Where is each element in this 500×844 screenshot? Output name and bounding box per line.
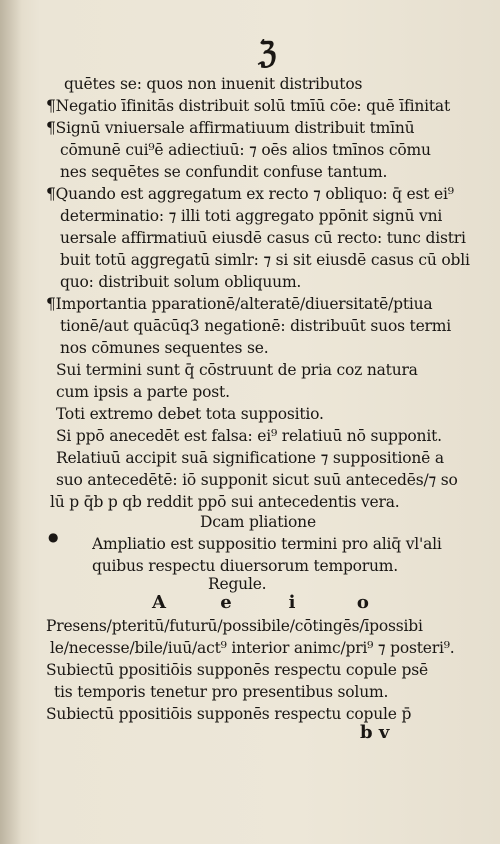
text-line: Sui termini sunt q̄ cōstruunt de pria coz natura	[56, 361, 418, 379]
text-line: ¶Quando est aggregatum ex recto ⁊ obliquo: q̄ est ei⁹	[46, 185, 454, 203]
text-line: Subiectū ppositiōis supponēs respectu copule psē	[46, 661, 428, 679]
text-line: cum ipsis a parte post.	[56, 383, 230, 401]
text-line: buit totū aggregatū simlr: ⁊ si sit eiusdē casus cū obli	[60, 251, 470, 269]
text-line: quo: distribuit solum obliquum.	[60, 273, 302, 291]
signature-mark: b v	[360, 722, 390, 743]
text-line: Ampliatio est suppositio termini pro aliq̄ vl'ali	[92, 535, 442, 553]
text-line: quētes se: quos non inuenit distributos	[64, 75, 363, 93]
text-line: Toti extremo debet tota suppositio.	[56, 405, 324, 423]
text-line: nes sequētes se confundit confuse tantum.	[60, 163, 388, 181]
bullet-mark: ●	[48, 530, 59, 544]
text-line: uersale affirmatiuū eiusdē casus cū recto: tunc distri	[60, 229, 466, 247]
vowel-a: A	[152, 592, 166, 613]
text-line: tis temporis tenetur pro presentibus solum.	[54, 683, 389, 701]
text-line: Subiectū ppositiōis supponēs respectu copule p̄	[46, 705, 412, 723]
text-line: suo antecedētē: iō supponit sicut suū antecedēs/⁊ so	[56, 471, 458, 489]
vowel-i: i	[288, 592, 296, 613]
text-line: Si ppō anecedēt est falsa: ei⁹ relatiuū nō supponit.	[56, 427, 442, 445]
text-line: ¶Signū vniuersale affirmatiuum distribuit tmīnū	[46, 119, 415, 137]
text-line: determinatio: ⁊ illi toti aggregato ppōnit signū vni	[60, 207, 443, 225]
text-line: ¶Negatio īfinitās distribuit solū tmīū cōe: quē īfinitat	[46, 97, 450, 115]
text-line: ¶Importantia pparationē/alteratē/diuersitatē/ptiua	[46, 295, 433, 313]
section-heading: Dcam pliatione	[200, 513, 316, 531]
text-line: Relatiuū accipit suā significatione ⁊ suppositionē a	[56, 449, 444, 467]
rules-heading: Regule.	[208, 575, 267, 593]
page-gutter-shadow	[0, 0, 22, 844]
text-line: nos cōmunes sequentes se.	[60, 339, 269, 357]
text-line: Presens/pteritū/futurū/possibile/cōtingēs/īpossibi	[46, 617, 423, 635]
vowel-e: e	[220, 592, 232, 613]
page-header-mark: ℨ	[258, 36, 277, 71]
text-line: quibus respectu diuersorum temporum.	[92, 557, 399, 575]
vowel-row	[152, 592, 452, 613]
vowel-o: o	[356, 592, 369, 613]
text-line: cōmunē cui⁹ē adiectiuū: ⁊ oēs alios tmīnos cōmu	[60, 141, 431, 159]
text-line: le/necesse/bile/iuū/act⁹ interior animc/pri⁹ ⁊ posteri⁹.	[50, 639, 455, 657]
text-line: tionē/aut quācūq3 negationē: distribuūt suos termi	[60, 317, 452, 335]
text-line: lū p q̄b p qb reddit ppō sui antecedentis vera.	[50, 493, 400, 511]
